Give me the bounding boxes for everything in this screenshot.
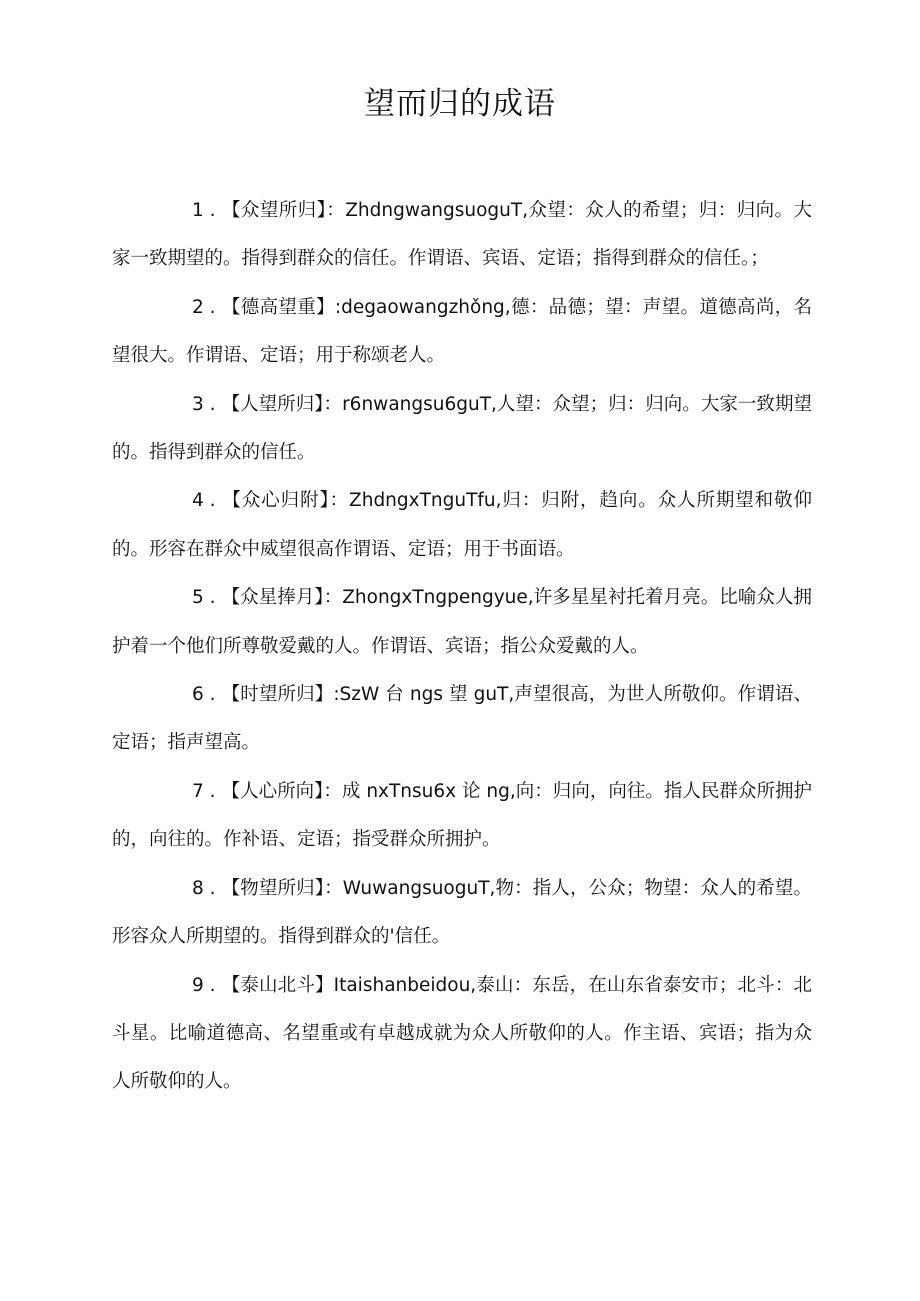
entry-idiom: 【德高望重】 — [221, 296, 335, 318]
entry-number: 7 . — [192, 780, 216, 802]
entry-definition: ：ZhdngwangsuoguT,众望：众人的希望；归：归向。大家一致期望的。指得到群众的信任。作谓语、宾语、定语；指得到群众的信任。； — [112, 200, 812, 270]
idiom-entry — [112, 187, 812, 284]
idiom-entry — [112, 768, 812, 865]
idiom-entry — [112, 574, 812, 671]
entry-definition: :SzW 台 ngs 望 guT,声望很高，为世人所敬仰。作谓语、定语；指声望高。 — [112, 684, 812, 754]
entry-definition: ：ZhdngxTnguTfu,归：归附，趋向。众人所期望和敬仰的。形容在群众中威望很高作谓语、定语；用于书面语。 — [112, 490, 812, 560]
entry-definition: ：ZhongxTngpengyue,许多星星衬托着月亮。比喻众人拥护着一个他们所尊敬爱戴的人。作谓语、宾语；指公众爱戴的人。 — [112, 587, 812, 657]
idiom-entry — [112, 284, 812, 381]
entry-idiom: 【时望所归】 — [221, 684, 334, 706]
idiom-entry — [112, 381, 812, 478]
entry-idiom: 【人望所归】 — [221, 393, 324, 415]
entry-number: 2 . — [192, 296, 216, 318]
entry-number: 3 . — [192, 393, 216, 415]
entry-number: 9 . — [192, 974, 216, 996]
entry-definition: ：WuwangsuoguT,物：指人，公众；物望：众人的希望。形容众人所期望的。指得到群众的'信任。 — [112, 877, 812, 948]
idiom-entry — [112, 477, 812, 574]
entry-idiom: 【物望所归】 — [221, 877, 325, 899]
idiom-list — [112, 187, 812, 1107]
entry-idiom: 【泰山北斗】 — [221, 974, 334, 996]
entry-number: 4 . — [192, 490, 216, 512]
page-title: 望而归的成语 — [364, 86, 556, 122]
entry-idiom: 【众心归附】 — [221, 490, 330, 512]
idiom-entry — [112, 865, 812, 962]
entry-number: 8 . — [192, 877, 216, 899]
idiom-entry — [112, 671, 812, 768]
entry-number: 1 . — [192, 200, 216, 221]
entry-definition: :degaowangzhǒng,德：品德；望：声望。道德高尚，名望很大。作谓语、定语；用于称颂老人。 — [112, 296, 812, 367]
entry-number: 6 . — [192, 684, 216, 706]
entry-idiom: 【众星捧月】 — [221, 587, 324, 609]
entry-definition: ：r6nwangsu6guT,人望：众望；归：归向。大家一致期望的。指得到群众的信任。 — [112, 393, 812, 464]
entry-idiom: 【人心所向】 — [221, 780, 324, 802]
entry-definition: Itaishanbeidou,泰山：东岳，在山东省泰安市；北斗：北斗星。比喻道德高、名望重或有卓越成就为众人所敬仰的人。作主语、宾语；指为众人所敬仰的人。 — [112, 974, 812, 1093]
entry-idiom: 【众望所归】 — [221, 200, 327, 221]
entry-definition: ：成 nxTnsu6x 论 ng,向：归向，向往。指人民群众所拥护的，向往的。作补语、定语；指受群众所拥护。 — [112, 780, 812, 851]
idiom-entry — [112, 962, 812, 1107]
entry-number: 5 . — [192, 587, 216, 609]
